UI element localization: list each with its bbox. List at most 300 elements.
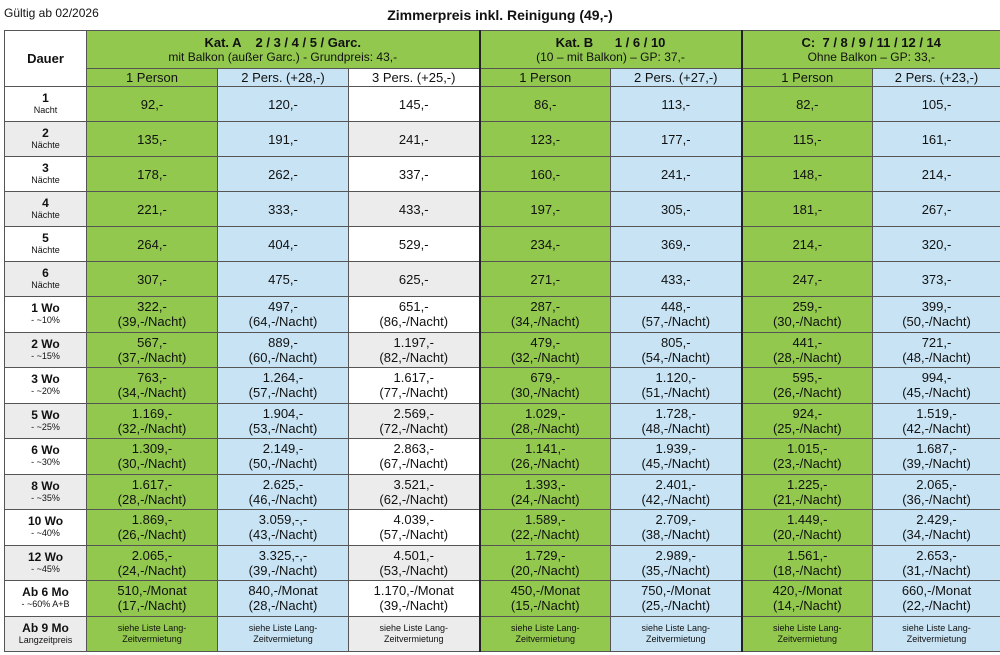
- price-per-night: (14,-/Nacht): [772, 598, 842, 614]
- column-header-4: 1 Person: [480, 69, 611, 87]
- price-cell: [349, 510, 480, 546]
- price-value: 333,-: [268, 201, 298, 217]
- row-label-sub: Langzeitpreis: [18, 634, 73, 645]
- row-label-sub: Nächte: [31, 175, 60, 185]
- row-label: [5, 87, 87, 122]
- price-per-night: (38,-/Nacht): [641, 527, 711, 543]
- price-value: 1.015,-: [787, 441, 828, 457]
- row-label-sub: Nacht: [33, 105, 58, 115]
- price-cell: [873, 474, 1000, 510]
- price-per-night: (39,-/Nacht): [379, 598, 449, 614]
- price-per-night: (39,-/Nacht): [248, 562, 318, 578]
- price-cell: [873, 332, 1000, 368]
- price-cell: [87, 581, 218, 617]
- price-cell: [611, 510, 742, 546]
- price-value: 1.029,-: [525, 405, 566, 421]
- price-value: 475,-: [268, 271, 298, 287]
- row-label-main: 5: [42, 231, 49, 245]
- price-per-night: (37,-/Nacht): [117, 349, 187, 365]
- price-per-night: (22,-/Nacht): [902, 598, 971, 614]
- price-cell: [611, 87, 742, 122]
- price-cell: [742, 581, 873, 617]
- price-value: 214,-: [792, 236, 823, 252]
- price-cell: [873, 122, 1000, 157]
- price-cell: [218, 616, 349, 652]
- price-cell: [349, 192, 480, 227]
- column-header-6: 1 Person: [742, 69, 873, 87]
- row-label-sub: Nächte: [31, 210, 60, 220]
- row-label-main: 4: [42, 196, 49, 210]
- price-cell: [218, 122, 349, 157]
- price-cell: [480, 403, 611, 439]
- column-header-1: 1 Person: [87, 69, 218, 87]
- price-cell: [480, 227, 611, 262]
- price-value: 3.059,-,-: [258, 512, 308, 528]
- price-note: Zeitvermietung: [122, 633, 182, 644]
- price-cell: [480, 297, 611, 333]
- price-per-night: (18,-/Nacht): [772, 562, 842, 578]
- price-cell: [873, 227, 1000, 262]
- price-cell: [349, 581, 480, 617]
- row-label-sub: - ~45%: [31, 563, 60, 574]
- row-label-main: 12 Wo: [27, 549, 64, 564]
- price-value: 145,-: [398, 96, 429, 112]
- price-value: 337,-: [398, 166, 429, 182]
- price-value: siehe Liste Lang-: [510, 622, 580, 633]
- price-value: 287,-: [530, 299, 561, 315]
- price-per-night: (64,-/Nacht): [248, 314, 318, 330]
- price-per-night: (77,-/Nacht): [379, 385, 449, 401]
- price-per-night: (20,-/Nacht): [510, 562, 580, 578]
- price-per-night: (28,-/Nacht): [772, 349, 842, 365]
- price-per-night: (42,-/Nacht): [641, 491, 711, 507]
- price-per-night: (42,-/Nacht): [902, 420, 971, 436]
- price-cell: [87, 157, 218, 192]
- price-value: siehe Liste Lang-: [641, 622, 711, 633]
- price-cell: [742, 122, 873, 157]
- table-row: [5, 122, 1000, 157]
- price-per-night: (30,-/Nacht): [510, 385, 580, 401]
- price-value: 721,-: [921, 334, 952, 350]
- price-value: 2.653,-: [916, 547, 957, 563]
- price-value: 805,-: [660, 334, 691, 350]
- price-value: 433,-: [660, 271, 691, 287]
- price-cell: [87, 510, 218, 546]
- price-value: 373,-: [921, 271, 952, 287]
- price-cell: [218, 368, 349, 404]
- price-value: 924,-: [792, 405, 823, 421]
- price-cell: [742, 332, 873, 368]
- price-value: 271,-: [530, 271, 561, 287]
- row-label-main: 2: [42, 126, 49, 140]
- price-value: 2.065,-: [916, 476, 957, 492]
- row-label: [5, 368, 87, 404]
- row-label-sub: - ~10%: [31, 315, 60, 326]
- price-value: 889,-: [268, 334, 298, 350]
- price-value: 160,-: [530, 166, 561, 182]
- price-cell: [480, 439, 611, 475]
- row-label-main: 1 Wo: [31, 301, 60, 316]
- table-row: [5, 403, 1000, 439]
- price-cell: [611, 545, 742, 581]
- table-row: [5, 474, 1000, 510]
- price-cell: [480, 581, 611, 617]
- price-value: 2.989,-: [655, 547, 696, 563]
- price-note: Zeitvermietung: [253, 633, 313, 644]
- price-value: 1.617,-: [131, 476, 173, 492]
- price-per-night: (15,-/Nacht): [510, 598, 580, 614]
- price-cell: [873, 510, 1000, 546]
- price-cell: [480, 332, 611, 368]
- price-value: 123,-: [530, 131, 561, 147]
- table-row: [5, 87, 1000, 122]
- column-header-3: 3 Pers. (+25,-): [349, 69, 480, 87]
- price-value: 660,-/Monat: [901, 583, 972, 599]
- price-cell: [873, 439, 1000, 475]
- price-value: 234,-: [530, 236, 561, 252]
- price-value: 479,-: [530, 334, 561, 350]
- row-label-main: 6: [42, 266, 49, 280]
- row-label-main: 2 Wo: [31, 336, 60, 351]
- price-value: 433,-: [398, 201, 429, 217]
- price-cell: [611, 157, 742, 192]
- price-cell: [480, 474, 611, 510]
- price-value: 267,-: [921, 201, 952, 217]
- price-cell: [480, 368, 611, 404]
- price-cell: [873, 545, 1000, 581]
- price-cell: [611, 581, 742, 617]
- table-row: [5, 297, 1000, 333]
- price-cell: [349, 368, 480, 404]
- price-per-night: (86,-/Nacht): [379, 314, 449, 330]
- price-value: 1.169,-: [131, 405, 173, 421]
- table-row: [5, 227, 1000, 262]
- price-per-night: (25,-/Nacht): [772, 420, 842, 436]
- price-per-night: (28,-/Nacht): [117, 491, 187, 507]
- price-value: 763,-: [137, 370, 167, 386]
- price-cell: [611, 297, 742, 333]
- price-value: 1.120,-: [655, 370, 696, 386]
- price-cell: [611, 439, 742, 475]
- price-cell: [87, 87, 218, 122]
- price-cell: [87, 297, 218, 333]
- price-value: 2.863,-: [393, 441, 434, 457]
- price-per-night: (67,-/Nacht): [379, 456, 449, 472]
- price-per-night: (45,-/Nacht): [641, 456, 711, 472]
- price-note: Zeitvermietung: [906, 633, 967, 644]
- price-per-night: (57,-/Nacht): [379, 527, 449, 543]
- price-value: 1.309,-: [131, 441, 173, 457]
- price-cell: [218, 581, 349, 617]
- category-a-subtitle: mit Balkon (außer Garc.) - Grundpreis: 43,-: [168, 50, 398, 64]
- price-per-night: (20,-/Nacht): [772, 527, 842, 543]
- price-cell: [87, 545, 218, 581]
- price-cell: [742, 439, 873, 475]
- price-cell: [611, 403, 742, 439]
- table-row: [5, 545, 1000, 581]
- price-per-night: (72,-/Nacht): [379, 420, 449, 436]
- price-value: 105,-: [921, 96, 952, 112]
- price-value: 4.501,-: [393, 547, 434, 563]
- price-cell: [87, 332, 218, 368]
- price-per-night: (43,-/Nacht): [248, 527, 318, 543]
- price-per-night: (23,-/Nacht): [772, 456, 842, 472]
- page-title: Zimmerpreis inkl. Reinigung (49,-): [387, 7, 613, 23]
- price-value: 1.939,-: [655, 441, 696, 457]
- price-cell: [873, 297, 1000, 333]
- price-value: 320,-: [921, 236, 952, 252]
- price-cell: [611, 368, 742, 404]
- table-row: [5, 616, 1000, 652]
- price-per-night: (17,-/Nacht): [117, 598, 187, 614]
- price-cell: [742, 227, 873, 262]
- price-value: 994,-: [921, 370, 952, 386]
- price-cell: [87, 403, 218, 439]
- column-header-5: 2 Pers. (+27,-): [611, 69, 742, 87]
- price-value: 404,-: [268, 236, 298, 252]
- table-row: [5, 368, 1000, 404]
- price-cell: [742, 403, 873, 439]
- price-per-night: (39,-/Nacht): [902, 456, 971, 472]
- price-per-night: (82,-/Nacht): [379, 349, 449, 365]
- price-cell: [873, 262, 1000, 297]
- price-note: Zeitvermietung: [645, 633, 706, 644]
- category-b-header: [480, 31, 742, 69]
- price-value: 241,-: [660, 166, 691, 182]
- price-cell: [873, 616, 1000, 652]
- price-per-night: (34,-/Nacht): [902, 527, 971, 543]
- price-cell: [87, 262, 218, 297]
- price-cell: [349, 227, 480, 262]
- price-cell: [349, 439, 480, 475]
- price-cell: [218, 157, 349, 192]
- table-row: [5, 510, 1000, 546]
- row-label-main: 1: [42, 91, 49, 105]
- price-value: 3.521,-: [393, 476, 434, 492]
- price-note: Zeitvermietung: [515, 633, 576, 644]
- price-value: 625,-: [398, 271, 429, 287]
- price-cell: [218, 474, 349, 510]
- price-per-night: (34,-/Nacht): [510, 314, 580, 330]
- price-per-night: (24,-/Nacht): [510, 491, 580, 507]
- row-label: [5, 616, 87, 652]
- row-label: [5, 332, 87, 368]
- price-cell: [349, 403, 480, 439]
- price-value: 214,-: [921, 166, 952, 182]
- price-cell: [480, 510, 611, 546]
- row-label-sub: - ~60% A+B: [21, 599, 70, 610]
- price-value: 2.065,-: [131, 547, 173, 563]
- price-value: 1.393,-: [525, 476, 566, 492]
- price-value: 262,-: [268, 166, 298, 182]
- price-cell: [611, 227, 742, 262]
- price-value: 161,-: [921, 131, 952, 147]
- price-cell: [349, 545, 480, 581]
- price-value: 2.569,-: [393, 405, 434, 421]
- price-note: Zeitvermietung: [777, 633, 838, 644]
- price-per-night: (50,-/Nacht): [902, 314, 971, 330]
- row-label: [5, 157, 87, 192]
- row-label-sub: Nächte: [31, 280, 60, 290]
- price-cell: [218, 297, 349, 333]
- row-label-sub: - ~35%: [31, 492, 60, 503]
- category-c-title: C: 7 / 8 / 9 / 11 / 12 / 14: [801, 35, 942, 50]
- row-label-main: 3: [42, 161, 49, 175]
- price-value: 1.449,-: [787, 512, 828, 528]
- price-per-night: (25,-/Nacht): [641, 598, 711, 614]
- price-cell: [349, 87, 480, 122]
- price-cell: [349, 332, 480, 368]
- price-per-night: (36,-/Nacht): [902, 491, 971, 507]
- price-cell: [611, 332, 742, 368]
- price-cell: [611, 262, 742, 297]
- dauer-header: Dauer: [5, 31, 87, 87]
- price-value: 1.728,-: [655, 405, 696, 421]
- row-label: [5, 262, 87, 297]
- price-per-night: (51,-/Nacht): [641, 385, 711, 401]
- table-row: [5, 439, 1000, 475]
- row-label-sub: - ~15%: [31, 350, 60, 361]
- table-row: [5, 192, 1000, 227]
- price-value: 840,-/Monat: [248, 583, 318, 599]
- price-per-night: (28,-/Nacht): [510, 420, 580, 436]
- price-value: 120,-: [268, 96, 298, 112]
- price-value: 177,-: [660, 131, 691, 147]
- price-value: 399,-: [921, 299, 952, 315]
- price-value: 497,-: [268, 299, 298, 315]
- price-value: 1.519,-: [916, 405, 957, 421]
- price-value: 181,-: [792, 201, 823, 217]
- price-cell: [349, 262, 480, 297]
- price-value: 679,-: [530, 370, 561, 386]
- price-value: siehe Liste Lang-: [117, 622, 187, 633]
- price-per-night: (26,-/Nacht): [772, 385, 842, 401]
- price-cell: [218, 262, 349, 297]
- price-per-night: (39,-/Nacht): [117, 314, 187, 330]
- price-per-night: (45,-/Nacht): [902, 385, 971, 401]
- price-cell: [742, 616, 873, 652]
- price-per-night: (30,-/Nacht): [772, 314, 842, 330]
- price-cell: [742, 545, 873, 581]
- price-cell: [87, 368, 218, 404]
- price-value: 115,-: [792, 131, 822, 147]
- price-cell: [218, 403, 349, 439]
- valid-from-label: Gültig ab 02/2026: [4, 6, 99, 20]
- price-cell: [87, 192, 218, 227]
- price-cell: [480, 545, 611, 581]
- price-per-night: (35,-/Nacht): [641, 562, 711, 578]
- price-value: 4.039,-: [393, 512, 434, 528]
- category-c-subtitle: Ohne Balkon – GP: 33,-: [807, 50, 935, 64]
- price-per-night: (50,-/Nacht): [248, 456, 318, 472]
- price-cell: [480, 192, 611, 227]
- category-c-header: [742, 31, 1000, 69]
- price-value: 369,-: [660, 236, 691, 252]
- price-cell: [349, 474, 480, 510]
- price-value: 305,-: [660, 201, 691, 217]
- price-per-night: (30,-/Nacht): [117, 456, 187, 472]
- category-b-title: Kat. B 1 / 6 / 10: [555, 35, 666, 50]
- price-table: [4, 30, 1000, 652]
- price-cell: [218, 227, 349, 262]
- price-cell: [87, 474, 218, 510]
- price-value: 197,-: [530, 201, 561, 217]
- price-value: 2.401,-: [655, 476, 696, 492]
- price-cell: [218, 510, 349, 546]
- price-per-night: (34,-/Nacht): [117, 385, 187, 401]
- price-value: 420,-/Monat: [772, 583, 842, 599]
- row-label-main: Ab 6 Mo: [22, 585, 69, 600]
- row-label-main: 10 Wo: [27, 514, 64, 529]
- row-label-sub: Nächte: [31, 245, 60, 255]
- price-per-night: (21,-/Nacht): [772, 491, 842, 507]
- price-cell: [480, 122, 611, 157]
- price-value: 148,-: [792, 166, 823, 182]
- price-value: 1.869,-: [131, 512, 173, 528]
- price-cell: [873, 87, 1000, 122]
- row-label: [5, 403, 87, 439]
- price-cell: [742, 157, 873, 192]
- price-per-night: (54,-/Nacht): [641, 349, 711, 365]
- row-label-main: 5 Wo: [31, 407, 60, 422]
- row-label: [5, 192, 87, 227]
- price-cell: [349, 616, 480, 652]
- price-per-night: (57,-/Nacht): [248, 385, 318, 401]
- price-cell: [349, 157, 480, 192]
- price-value: 450,-/Monat: [510, 583, 580, 599]
- price-value: 1.264,-: [262, 370, 304, 386]
- price-value: 259,-: [792, 299, 823, 315]
- price-value: 191,-: [268, 131, 298, 147]
- category-a-header: [87, 31, 480, 69]
- price-value: 1.225,-: [787, 476, 828, 492]
- price-cell: [742, 192, 873, 227]
- row-label-main: Ab 9 Mo: [22, 620, 69, 635]
- price-value: 92,-: [140, 96, 164, 112]
- price-value: 3.325,-,-: [258, 547, 308, 563]
- row-label-sub: - ~20%: [31, 386, 60, 397]
- price-value: 448,-: [660, 299, 691, 315]
- price-cell: [349, 122, 480, 157]
- row-label-sub: - ~40%: [31, 528, 60, 539]
- price-cell: [87, 122, 218, 157]
- row-label-main: 3 Wo: [31, 372, 60, 387]
- price-per-night: (31,-/Nacht): [902, 562, 971, 578]
- price-cell: [742, 262, 873, 297]
- price-cell: [349, 297, 480, 333]
- price-per-night: (57,-/Nacht): [641, 314, 711, 330]
- price-cell: [87, 439, 218, 475]
- price-cell: [87, 616, 218, 652]
- row-label: [5, 545, 87, 581]
- price-cell: [611, 616, 742, 652]
- price-cell: [742, 368, 873, 404]
- price-value: 2.625,-: [262, 476, 304, 492]
- row-label: [5, 297, 87, 333]
- price-cell: [480, 616, 611, 652]
- price-per-night: (32,-/Nacht): [117, 420, 187, 436]
- price-cell: [873, 581, 1000, 617]
- price-per-night: (53,-/Nacht): [248, 420, 318, 436]
- price-cell: [218, 545, 349, 581]
- price-cell: [611, 122, 742, 157]
- price-value: 241,-: [398, 131, 429, 147]
- price-cell: [611, 474, 742, 510]
- price-cell: [873, 403, 1000, 439]
- column-header-2: 2 Pers. (+28,-): [218, 69, 349, 87]
- price-value: 113,-: [661, 96, 691, 112]
- price-value: 86,-: [534, 96, 557, 112]
